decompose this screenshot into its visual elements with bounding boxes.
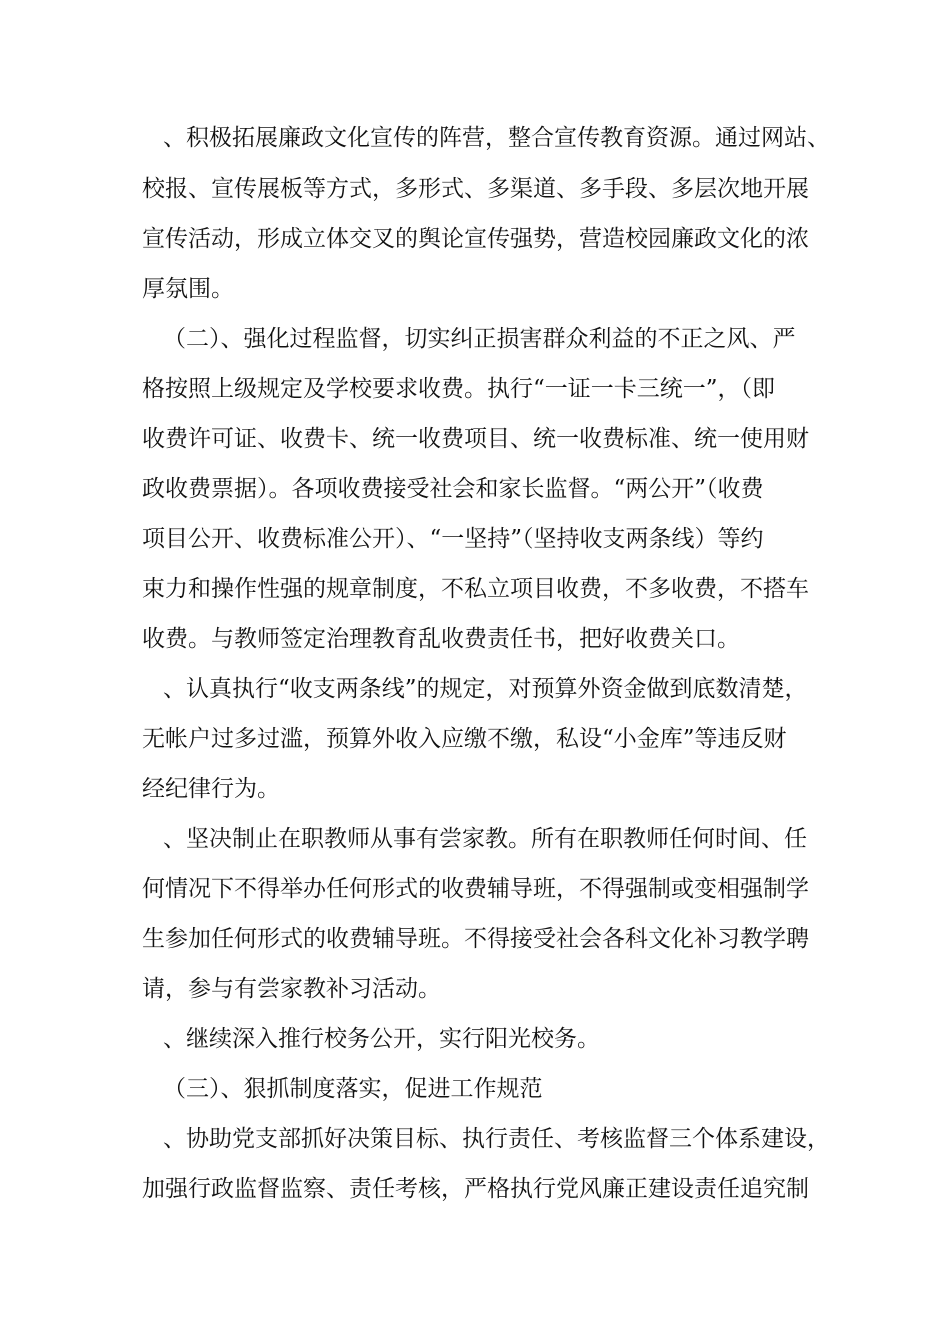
text-line: （二）、强化过程监督，切实纠正损害群众利益的不正之风、严 (163, 326, 796, 352)
text-line: 请，参与有尝家教补习活动。 (142, 976, 441, 1002)
text-line: 生参加任何形式的收费辅导班。不得接受社会各科文化补习教学聘 (142, 926, 809, 952)
text-line: 、积极拓展廉政文化宣传的阵营，整合宣传教育资源。通过网站、 (163, 125, 830, 151)
text-line: 加强行政监督监察、责任考核，严格执行党风廉正建设责任追究制 (142, 1176, 809, 1202)
text-line: （三）、狠抓制度落实，促进工作规范 (163, 1076, 543, 1102)
text-line: 收费。与教师签定治理教育乱收费责任书，把好收费关口。 (142, 626, 740, 652)
text-line: 收费许可证、收费卡、统一收费项目、统一收费标准、统一使用财 (142, 426, 809, 452)
text-line: 、继续深入推行校务公开，实行阳光校务。 (163, 1026, 600, 1052)
text-line: 宣传活动，形成立体交叉的舆论宣传强势，营造校园廉政文化的浓 (142, 226, 809, 252)
text-line: 校报、宣传展板等方式，多形式、多渠道、多手段、多层次地开展 (142, 176, 809, 202)
text-line: 、认真执行“收支两条线”的规定，对预算外资金做到底数清楚， (163, 676, 808, 702)
text-line: 政收费票据）。各项收费接受社会和家长监督。“两公开”（收费 (142, 476, 764, 502)
text-line: 、协助党支部抓好决策目标、执行责任、考核监督三个体系建设， (163, 1126, 830, 1152)
text-line: 无帐户过多过滥，预算外收入应缴不缴，私设“小金库”等违反财 (142, 726, 787, 752)
text-line: 束力和操作性强的规章制度，不私立项目收费，不多收费，不搭车 (142, 576, 809, 602)
text-line: 格按照上级规定及学校要求收费。执行“一证一卡三统一”，（即 (142, 376, 776, 402)
text-line: 项目公开、收费标准公开）、“一坚持”（坚持收支两条线）等约 (142, 526, 764, 552)
text-line: 、坚决制止在职教师从事有尝家教。所有在职教师任何时间、任 (163, 826, 807, 852)
text-line: 厚氛围。 (142, 276, 234, 302)
text-line: 何情况下不得举办任何形式的收费辅导班，不得强制或变相强制学 (142, 876, 809, 902)
text-line: 经纪律行为。 (142, 776, 280, 802)
